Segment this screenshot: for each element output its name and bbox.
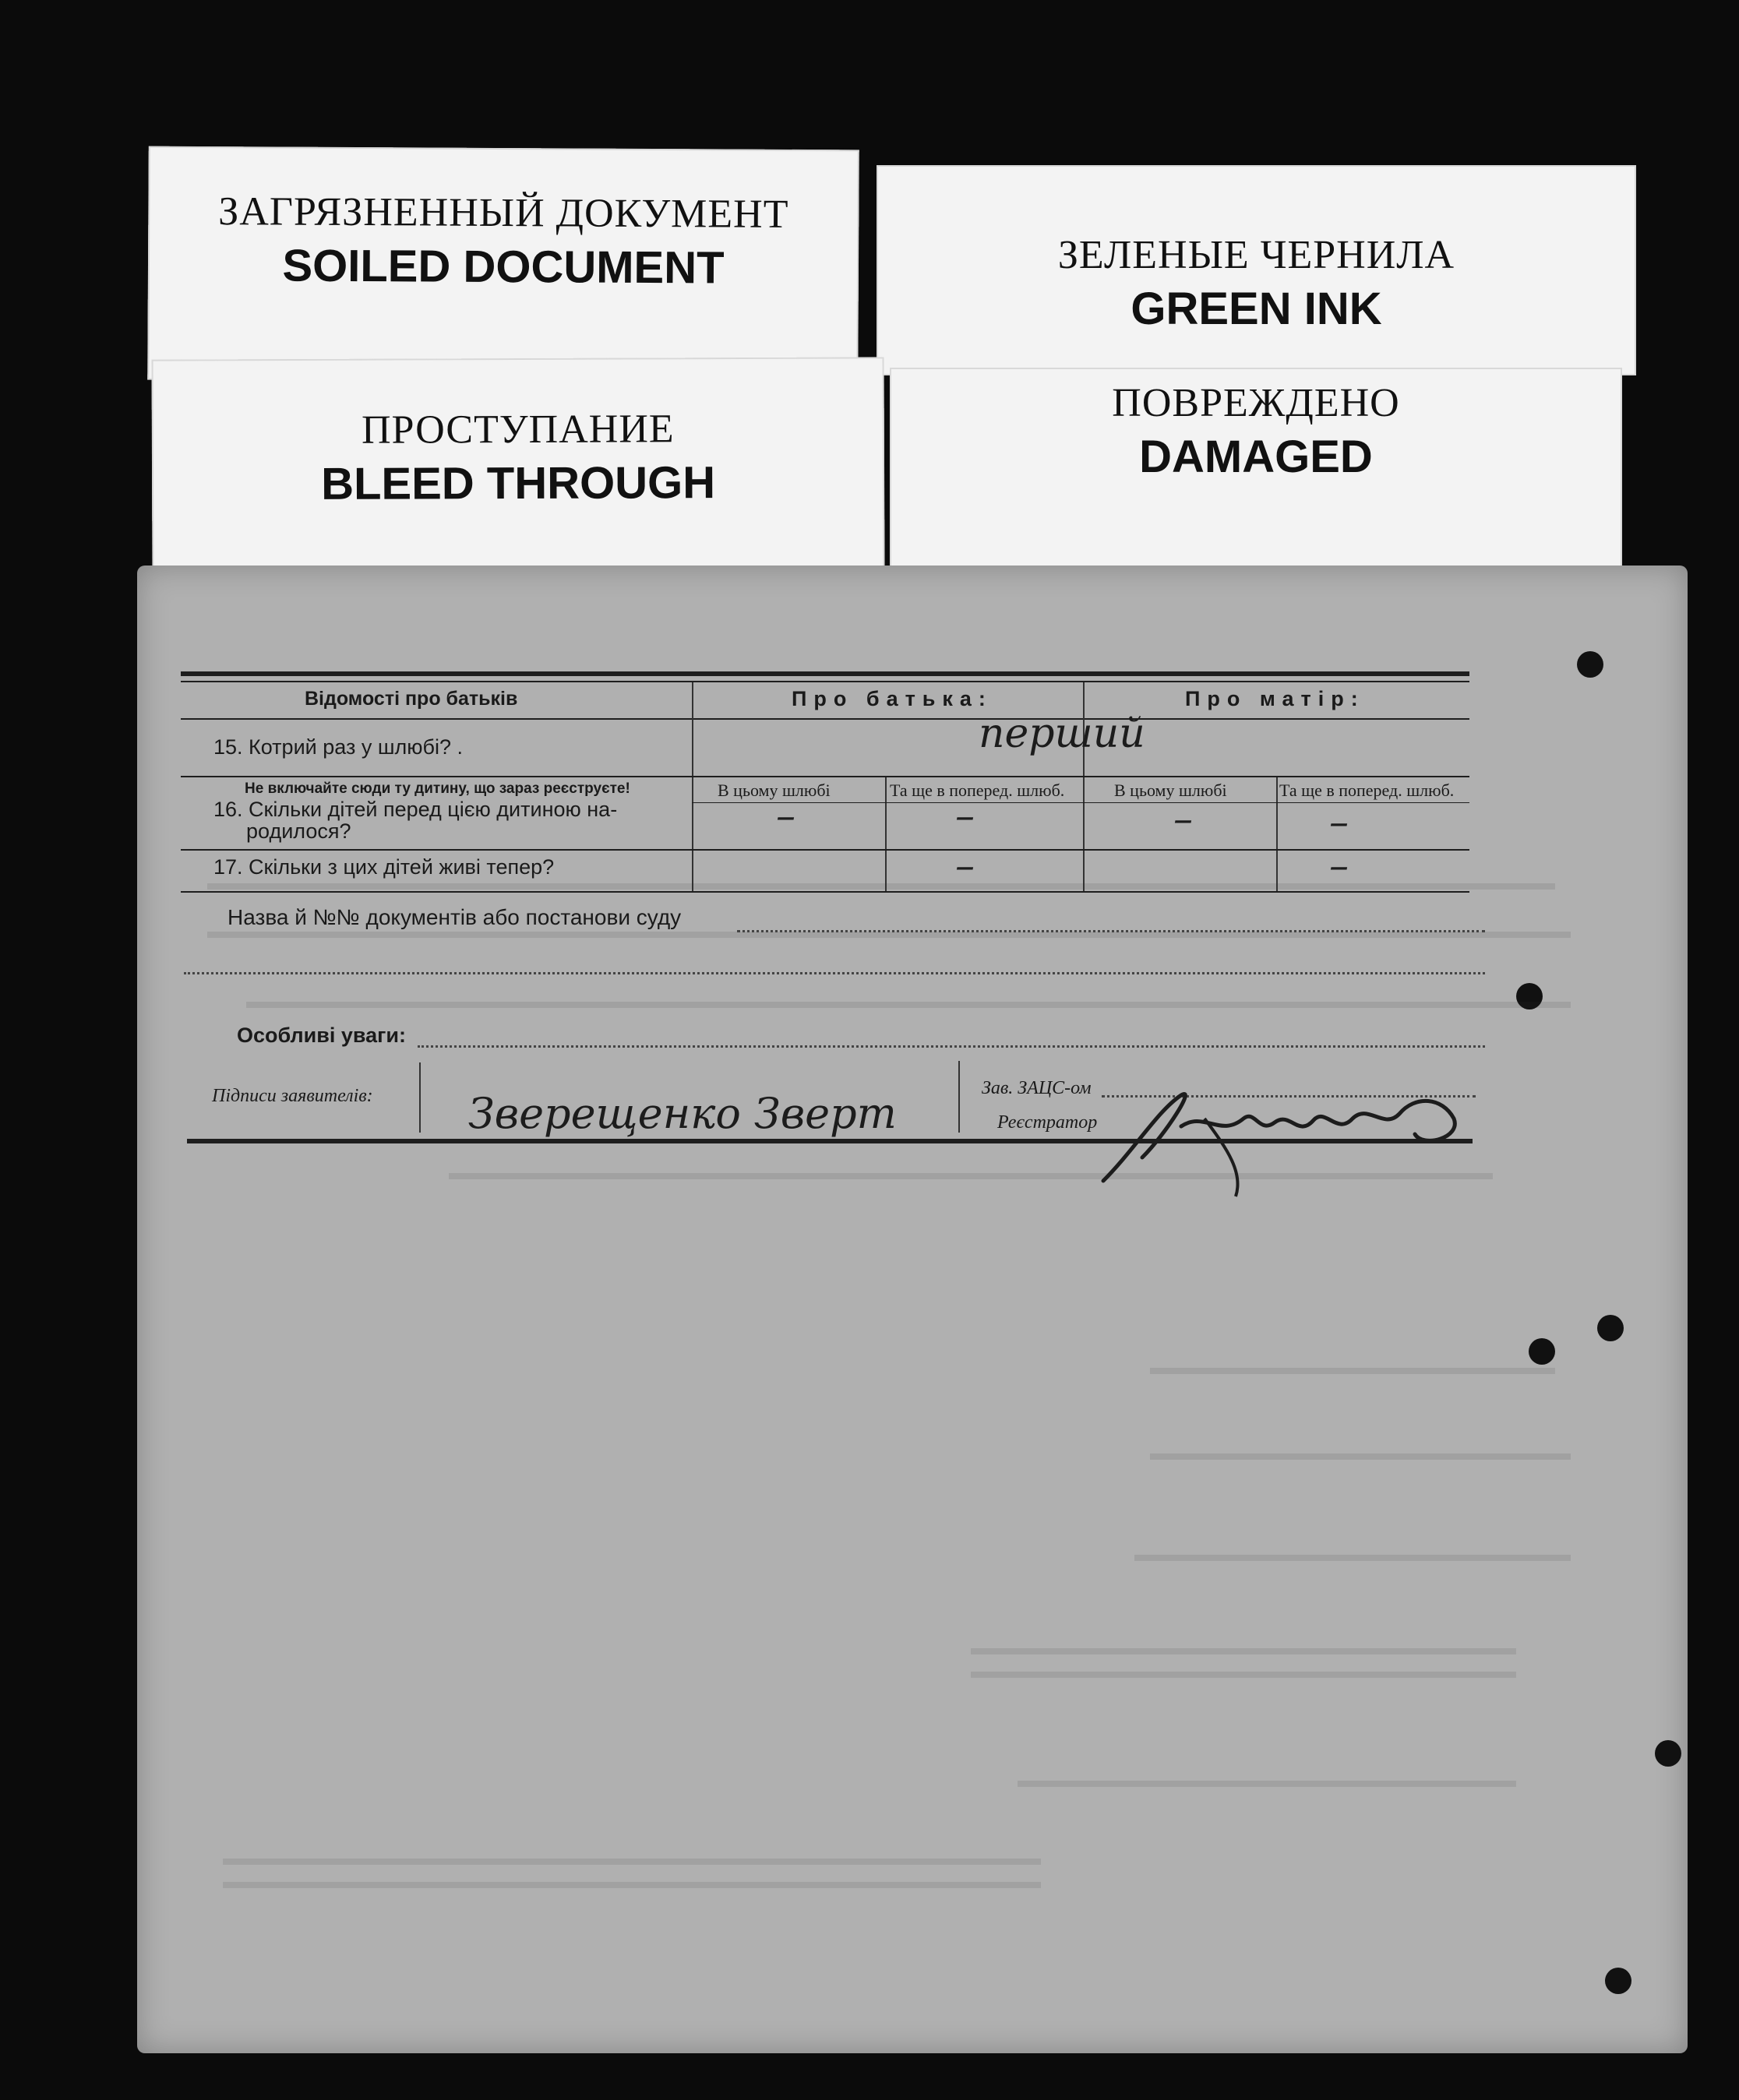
col-prev-marriage-father: Та ще в поперед. шлюб. xyxy=(890,780,1065,800)
column-divider xyxy=(885,776,887,891)
header-mother: Про матір: xyxy=(1185,687,1365,710)
bleed-through-text xyxy=(223,1859,1041,1865)
q17-father-prev-dash: – xyxy=(955,843,975,888)
bleed-through-text xyxy=(207,932,1571,938)
document-sheet xyxy=(137,566,1688,2053)
green-ink-card xyxy=(877,165,1636,375)
col-prev-marriage-mother: Та ще в поперед. шлюб. xyxy=(1279,780,1455,800)
bleed-through-text xyxy=(223,1882,1041,1888)
green-ink-label-en: GREEN INK xyxy=(1131,284,1382,334)
header-parents: Відомості про батьків xyxy=(305,688,518,710)
signature-box-left xyxy=(419,1062,421,1133)
bleed-through-text xyxy=(971,1648,1516,1654)
bleed-through-text xyxy=(1150,1368,1555,1374)
question-17: 17. Скільки з цих дітей живі тепер? xyxy=(213,855,555,879)
bleed-label-ru: ПРОСТУПАНИЕ xyxy=(361,407,675,453)
row-line xyxy=(181,849,1469,851)
soiled-label-en: SOILED DOCUMENT xyxy=(282,240,725,294)
q17-mother-prev-dash: – xyxy=(1329,843,1349,888)
question-16-note: Не включайте сюди ту дитину, що зараз реєструєте! xyxy=(245,780,630,797)
punch-hole xyxy=(1577,651,1603,678)
punch-hole xyxy=(1655,1740,1681,1767)
bleed-through-text xyxy=(207,883,1555,890)
top-rule-thin xyxy=(181,681,1469,682)
column-divider xyxy=(1276,776,1278,891)
bleed-through-text xyxy=(1018,1781,1516,1787)
damaged-card xyxy=(890,368,1622,569)
bleed-through-text xyxy=(971,1672,1516,1678)
subheader-line xyxy=(692,802,1469,803)
q16-mother-prev-dash: – xyxy=(1329,799,1349,844)
head-zags-label: Зав. ЗАЦС-ом xyxy=(982,1078,1092,1098)
question-15: 15. Котрий раз у шлюбі? . xyxy=(213,735,463,759)
q16-mother-this-dash: – xyxy=(1173,796,1193,841)
question-16-line2: родилося? xyxy=(246,819,351,843)
applicant-signature-handwritten: Зверещенко Зверт xyxy=(468,1089,897,1138)
documents-field-line2 xyxy=(184,972,1485,974)
bottom-rule xyxy=(187,1139,1473,1143)
bleed-through-text xyxy=(1150,1453,1571,1460)
top-rule xyxy=(181,671,1469,676)
bleed-label-en: BLEED THROUGH xyxy=(321,457,716,509)
green-ink-label-ru: ЗЕЛЕНЫЕ ЧЕРНИЛА xyxy=(1057,233,1455,277)
soiled-label-ru: ЗАГРЯЗНЕННЫЙ ДОКУМЕНТ xyxy=(218,189,789,237)
soiled-document-card xyxy=(147,146,859,384)
row-line xyxy=(181,776,1469,777)
punch-hole xyxy=(1597,1315,1624,1341)
bleed-through-card xyxy=(152,357,885,569)
damaged-label-en: DAMAGED xyxy=(1139,432,1373,482)
col-this-marriage-father: В цьому шлюбі xyxy=(718,780,831,800)
punch-hole xyxy=(1605,1968,1631,1994)
bleed-through-text xyxy=(246,1002,1571,1008)
q16-father-this-dash: – xyxy=(776,793,795,838)
q16-father-prev-dash: – xyxy=(955,793,975,838)
special-notes-field xyxy=(418,1045,1485,1048)
registrar-signature xyxy=(1088,1064,1501,1204)
question-16-line1: 16. Скільки дітей перед цією дитиною на- xyxy=(213,798,618,821)
registrar-label: Реєстратор xyxy=(997,1112,1098,1133)
damaged-label-ru: ПОВРЕЖДЕНО xyxy=(1112,381,1400,425)
punch-hole xyxy=(1529,1338,1555,1365)
row-line xyxy=(181,891,1469,893)
documents-label: Назва й №№ документів або постанови суду xyxy=(228,905,682,929)
col-this-marriage-mother: В цьому шлюбі xyxy=(1114,780,1227,800)
signature-box-middle xyxy=(958,1061,960,1133)
applicant-signatures-label: Підписи заявителів: xyxy=(212,1086,373,1106)
bleed-through-text xyxy=(1134,1555,1571,1561)
q15-answer-handwritten: перший xyxy=(979,710,1145,757)
special-notes-label: Особливі уваги: xyxy=(237,1024,406,1047)
documents-field xyxy=(737,930,1485,932)
column-divider xyxy=(692,682,693,891)
header-father: Про батька: xyxy=(792,687,993,710)
header-row-line xyxy=(181,718,1469,720)
